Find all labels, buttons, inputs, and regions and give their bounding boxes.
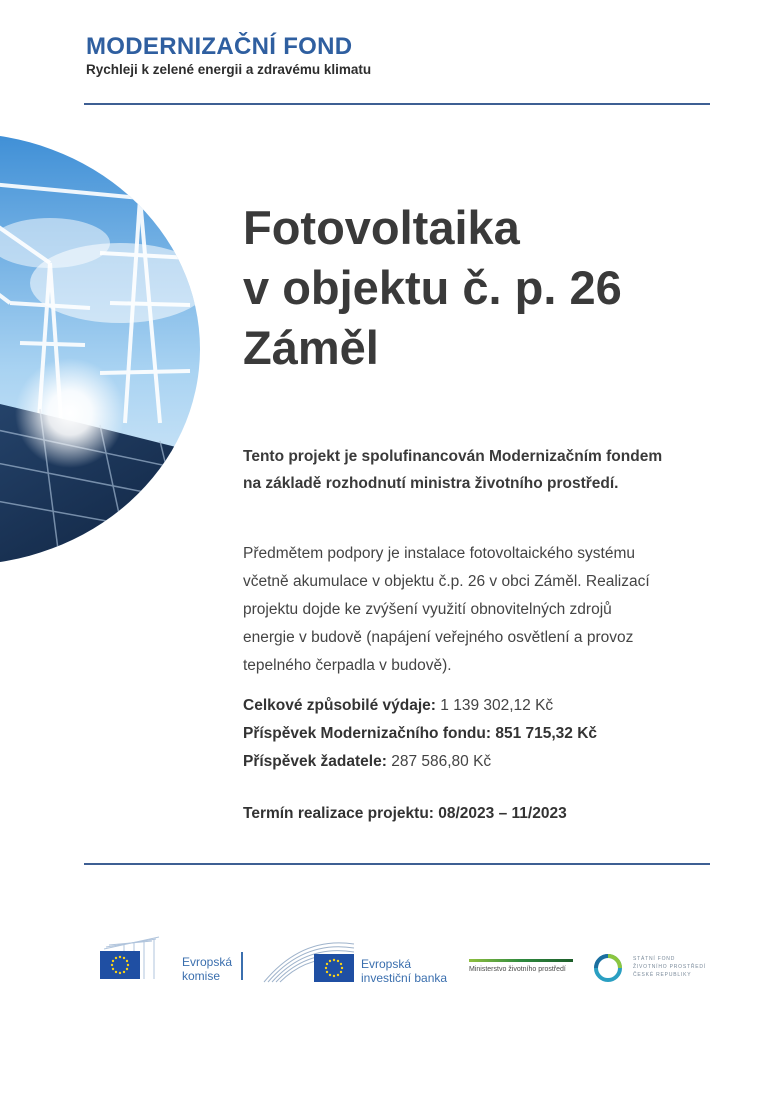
solar-panels-illustration [0,133,200,565]
top-divider [84,103,710,105]
cost-total [243,692,597,720]
cost-total-label: Celkové způsobilé výdaje: [243,697,436,714]
cost-total-value: 1 139 302,12 Kč [440,697,554,714]
eib-name [361,957,447,985]
title-line-2: v objektu č. p. 26 [243,261,622,314]
body-line-5: tepelného čerpadla v budově). [243,657,452,674]
body-line-4: energie v budově (napájení veřejného osvětlení a provoz [243,629,634,646]
page-title [243,198,622,378]
ec-line-1: Evropská [182,955,233,969]
lead-line-2: na základě rozhodnutí ministra životního prostředí. [243,475,619,492]
ministry-name: Ministerstvo životního prostředí [469,966,566,973]
costs-block [243,692,597,776]
ministry-bar-icon [469,959,573,962]
body-line-3: projektu dojde ke zvýšení využití obnovitelných zdrojů [243,601,612,618]
cost-fund-label: Příspěvek Modernizačního fondu: [243,725,492,742]
project-term: Termín realizace projektu: 08/2023 – 11/2023 [243,805,567,822]
eib-line-1: Evropská [361,957,412,971]
ec-separator [241,952,243,980]
sfzp-ring-icon [592,952,624,984]
cost-fund [243,720,597,748]
brand-title: MODERNIZAČNÍ FOND [86,33,353,60]
lead-paragraph [243,443,723,497]
ec-line-2: komise [182,969,221,983]
eib-arc-icon [262,938,358,986]
cost-applicant [243,748,597,776]
title-line-3: Záměl [243,321,379,374]
bottom-divider [84,863,710,865]
sfzp-name [633,955,706,979]
sfzp-line-3: ČESKÉ REPUBLIKY [633,972,692,978]
sfzp-line-2: ŽIVOTNÍHO PROSTŘEDÍ [633,964,706,970]
title-line-1: Fotovoltaika [243,201,520,254]
eu-flag-icon [100,951,140,979]
sfzp-line-1: STÁTNÍ FOND [633,956,676,962]
ec-name [182,955,232,983]
ec-logo [84,935,176,985]
description-paragraph [243,540,713,680]
eib-line-2: investiční banka [361,971,448,985]
cost-fund-value: 851 715,32 Kč [495,725,598,742]
lead-line-1: Tento projekt je spolufinancován Modernizačním fondem [243,448,663,465]
body-line-1: Předmětem podpory je instalace fotovoltaického systému [243,545,636,562]
body-line-2: včetně akumulace v objektu č.p. 26 v obci Záměl. Realizací [243,573,650,590]
cost-applicant-value: 287 586,80 Kč [391,753,492,770]
brand-tagline: Rychleji k zelené energii a zdravému klimatu [86,62,372,77]
hero-image [0,133,200,565]
cost-applicant-label: Příspěvek žadatele: [243,753,387,770]
